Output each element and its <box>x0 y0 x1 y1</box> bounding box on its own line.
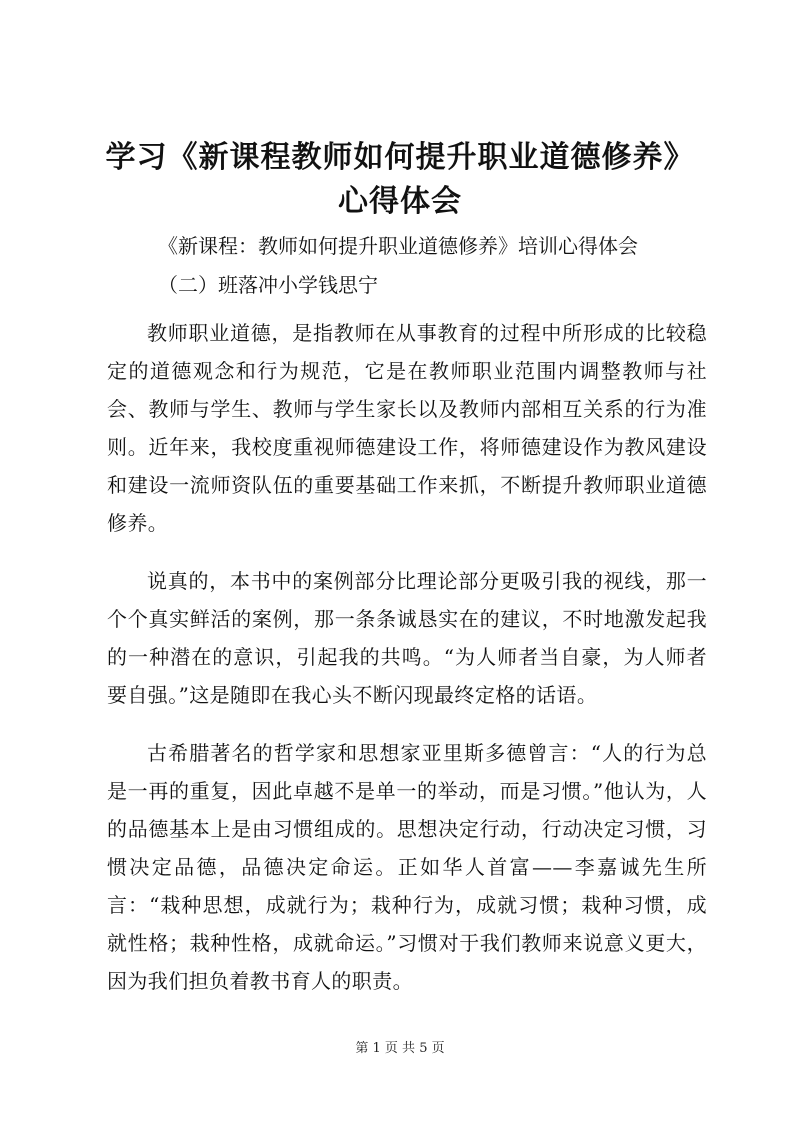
body-paragraph: 古希腊著名的哲学家和思想家亚里斯多德曾言：“人的行为总是一再的重复，因此卓越不是单一的举动，而是习惯。”他认为，人的品德基本上是由习惯组成的。思想决定行动，行动决定习惯，习惯决定品德，品德决定命运。正如华人首富——李嘉诚先生所言：“栽种思想，成就行为；栽种行为，成就习惯；栽种习惯，成就性格；栽种性格，成就命运。”习惯对于我们教师来说意义更大，因为我们担负着教书育人的职责。 <box>107 741 707 993</box>
body-paragraph: 教师职业道德，是指教师在从事教育的过程中所形成的比较稳定的道德观念和行为规范，它是在教师职业范围内调整教师与社会、教师与学生、教师与学生家长以及教师内部相互关系的行为准则。近年来，我校度重视师德建设工作，将师德建设作为教风建设和建设一流师资队伍的重要基础工作来抓，不断提升教师职业道德修养。 <box>107 321 707 535</box>
author-line: （二）班落冲小学钱思宁 <box>158 273 378 297</box>
page-footer: 第 1 页 共 5 页 <box>355 1041 445 1056</box>
document-subtitle: 《新课程：教师如何提升职业道德修养》培训心得体会 <box>158 234 638 258</box>
document-title: 学习《新课程教师如何提升职业道德修养》心得体会 <box>105 140 695 219</box>
body-paragraph: 说真的，本书中的案例部分比理论部分更吸引我的视线，那一个个真实鲜活的案例，那一条条诚恳实在的建议，不时地激发起我的一种潜在的意识，引起我的共鸣。“为人师者当自豪，为人师者要自强。”这是随即在我心头不断闪现最终定格的话语。 <box>107 569 707 707</box>
document-body <box>107 314 707 1020</box>
